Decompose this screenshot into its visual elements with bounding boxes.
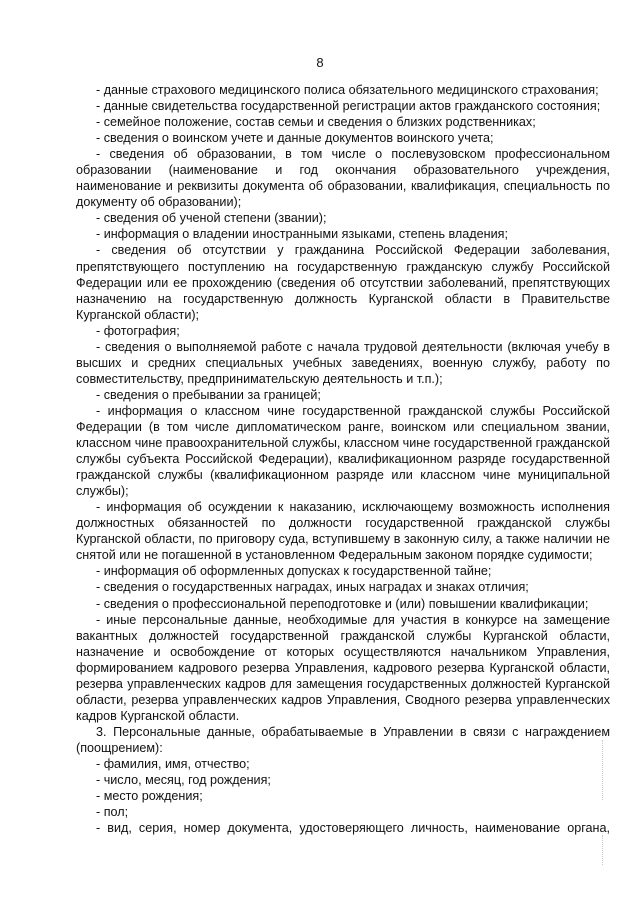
paragraph-secret-clearance: - информация об оформленных допусках к государственной тайне;	[96, 564, 492, 579]
scan-artifact-dots	[602, 740, 605, 800]
page-number: 8	[316, 55, 324, 70]
paragraph-identity-document: - вид, серия, номер документа, удостоверяющего личность, наименование органа,	[96, 821, 610, 836]
paragraph-awards: - сведения о государственных наградах, иных наградах и знаках отличия;	[96, 580, 529, 595]
paragraph-full-name: - фамилия, имя, отчество;	[96, 756, 250, 771]
paragraph-birth-date: - число, месяц, год рождения;	[96, 773, 271, 788]
paragraph-photo: - фотография;	[96, 323, 180, 338]
paragraph-insurance-policy: - данные страхового медицинского полиса обязательного медицинского страхования;	[96, 83, 599, 97]
paragraph-other-data: - иные персональные данные, необходимые для участия в конкурсе на замещение вакантных должностей государственной гражданской службы Курганской области, назначение и освобождение от которых осуществляются начальником Управления, формированием кадрового резерва Управления, кадрового резерва Курганской области, резерва управленческих кадров для замещения государственных должностей Курганской области, резерва управленческих кадров Управления, Сводного резерва управленческих кадров Курганской области.	[76, 612, 610, 723]
scan-artifact-dots	[602, 835, 605, 865]
paragraph-academic-degree: - сведения об ученой степени (звании);	[96, 211, 327, 226]
paragraph-birth-place: - место рождения;	[96, 789, 203, 804]
paragraph-civil-registration: - данные свидетельства государственной регистрации актов гражданского состояния;	[96, 99, 601, 114]
paragraph-work-history: - сведения о выполняемой работе с начала трудовой деятельности (включая учебу в высших и средних специальных учебных заведениях, военную службу, работу по совместительству, предпринимательскую деятельность и т.п.);	[76, 339, 610, 386]
paragraph-retraining: - сведения о профессиональной переподготовке и (или) повышении квалификации;	[96, 596, 589, 611]
paragraph-abroad: - сведения о пребывании за границей;	[96, 387, 321, 402]
paragraph-conviction: - информация об осуждении к наказанию, исключающему возможность исполнения должностных обязанностей по должности государственной гражданской службы Курганской области, по приговору суда, вступившему в законную силу, а также наличии не снятой или не погашенной в установленном Федеральным законом порядке судимости;	[76, 500, 610, 563]
paragraph-military-record: - сведения о воинском учете и данные документов воинского учета;	[96, 131, 494, 146]
paragraph-health: - сведения об отсутствии у гражданина Российской Федерации заболевания, препятствующего поступлению на государственную гражданскую службу Российской Федерации или ее прохождению (сведения об отсутствии заболеваний, препятствующих назначению на государственную должность Курганской области в Правительстве Курганской области);	[76, 243, 610, 322]
paragraph-family-status: - семейное положение, состав семьи и сведения о близких родственниках;	[96, 115, 536, 130]
paragraph-class-rank: - информация о классном чине государственной гражданской службы Российской Федерации (в том числе дипломатическом ранге, воинском или специальном звании, классном чине правоохранительной службы, классном чине государственной гражданской службы субъекта Российской Федерации), квалификационном разряде государственной гражданской службы (квалификационном разряде или классном чине муниципальной службы);	[76, 403, 610, 499]
document-body	[76, 82, 610, 836]
paragraph-section-3: 3. Персональные данные, обрабатываемые в Управлении в связи с награждением (поощрением):	[76, 724, 610, 755]
paragraph-sex: - пол;	[96, 805, 129, 820]
paragraph-education: - сведения об образовании, в том числе о послевузовском профессиональном образовании (наименование и год окончания образовательного учреждения, наименование и реквизиты документа об образовании, квалификация, специальность по документу об образовании);	[76, 147, 610, 210]
paragraph-languages: - информация о владении иностранными языками, степень владения;	[96, 227, 508, 242]
